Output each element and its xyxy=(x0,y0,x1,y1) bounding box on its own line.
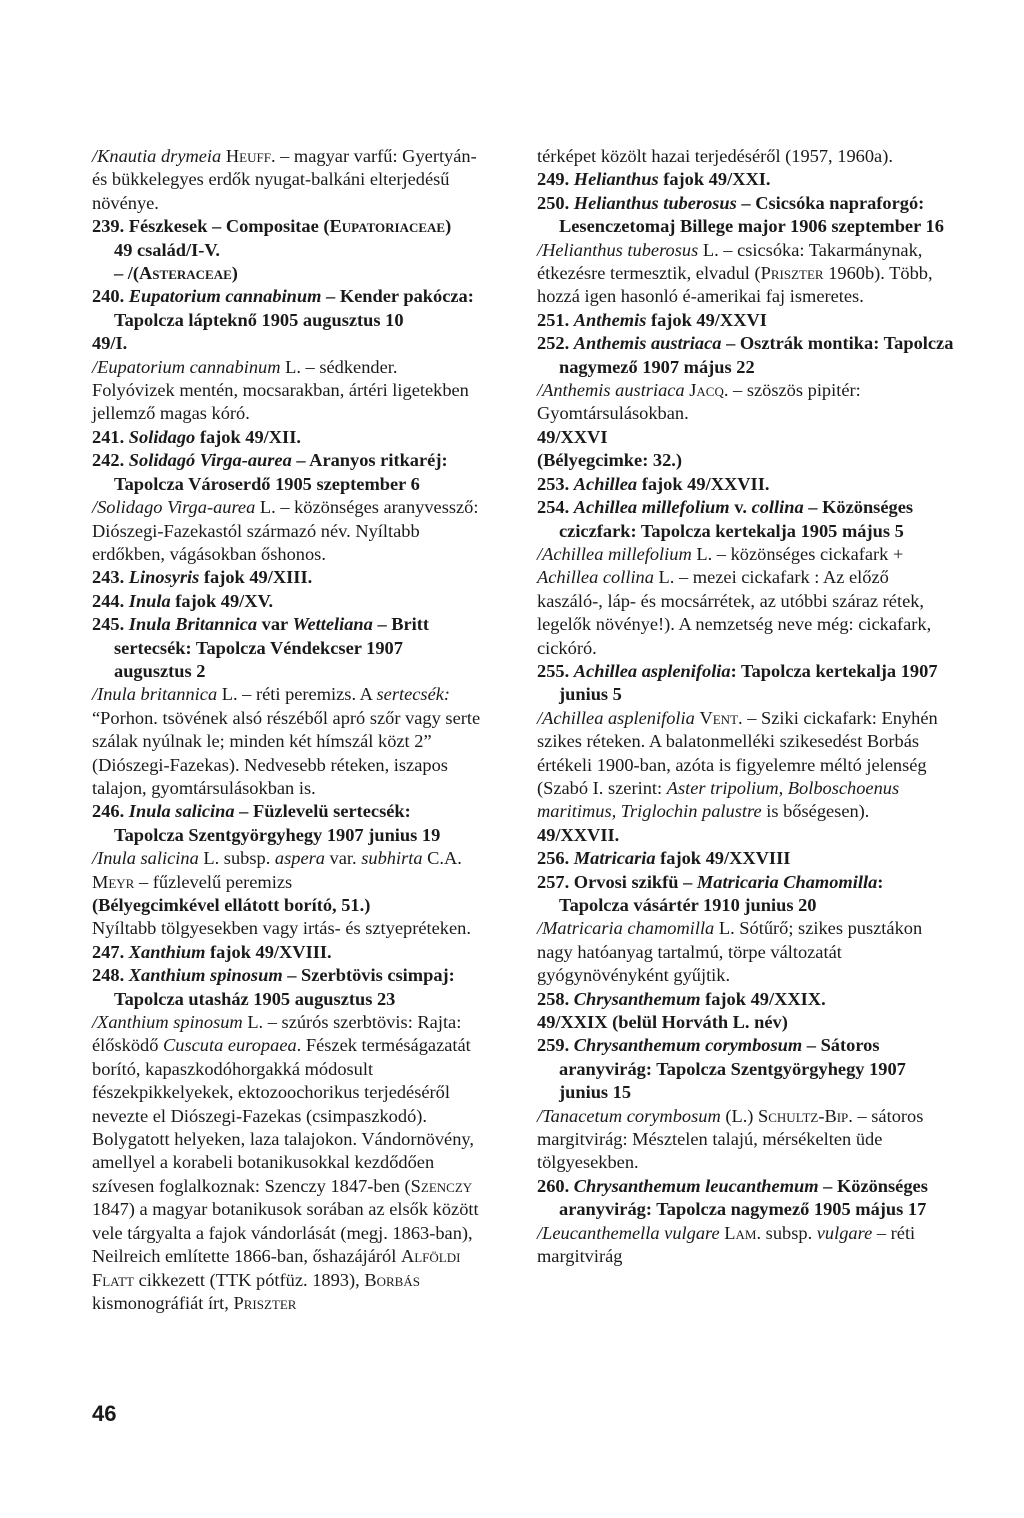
entry-text: /Achillea millefolium L. – közönséges cickafark + Achillea collina L. – mezei cickafark : Az előző kaszáló-, láp- és mocsárrétek, az utóbbi száraz rétek, legelők növénye!). A nemzetség neve még: cickafark, cickóró. xyxy=(537,543,932,658)
entry-heading: 241. Solidago fajok 49/XII. xyxy=(92,426,301,447)
entry-text: /Knautia drymeia Heuff. – magyar varfű: Gyertyán- és bükkelegyes erdők nyugat-balkáni elterjedésű növénye. xyxy=(92,146,477,213)
entry-text: /Tanacetum corymbosum (L.) Schultz-Bip. – sátoros margitvirág: Mésztelen talajú, mérsékelten üde tölgyesekben. xyxy=(537,1105,924,1173)
entry-text: /Anthemis austriaca Jacq. – szöszös pipitér: Gyomtársulásokban. xyxy=(537,380,861,424)
entry-heading: 239. Fészkesek – Compositae (Eupatoriaceae) xyxy=(92,216,452,237)
entry-heading: (Bélyegcimke: 32.) xyxy=(537,450,683,471)
page-number: 46 xyxy=(92,1401,117,1426)
entry-heading: 49/XXVII. xyxy=(537,824,620,845)
entry-text: /Achillea asplenifolia Vent. – Sziki cickafark: Enyhén szikes réteken. A balatonmelléki szikesedést Borbás értékeli 1900-ban, azóta is figyelemre méltó jelenség (Szabó I. szerint: Aster tripolium, Bolboschoenus maritimus, Triglochin palustre is bőségesen). xyxy=(537,707,938,822)
entry-heading: 260. Chrysanthemum leucanthemum – Közönséges aranyvirág: Tapolcza nagymező 1905 május 17 xyxy=(537,1175,928,1220)
entry-heading: 240. Eupatorium cannabinum – Kender pakócza: Tapolcza lápteknő 1905 augusztus 10 xyxy=(92,286,474,330)
entry-heading: 49/XXIX (belül Horváth L. név) xyxy=(537,1012,788,1033)
entry-text: /Matricaria chamomilla L. Sótűrő; szikes pusztákon nagy hatóanyag tartalmú, törpe változatát gyógynövényként gyűjtik. xyxy=(537,918,923,986)
entry-heading: 244. Inula fajok 49/XV. xyxy=(92,590,274,611)
entry-heading: 258. Chrysanthemum fajok 49/XXIX. xyxy=(537,988,826,1009)
entry-heading: 248. Xanthium spinosum – Szerbtövis csimpaj: Tapolcza utasház 1905 augusztus 23 xyxy=(92,965,455,1009)
entry-heading: 247. Xanthium fajok 49/XVIII. xyxy=(92,941,332,962)
entry-heading: 254. Achillea millefolium v. collina – Közönséges cziczfark: Tapolcza kertekalja 1905 május 5 xyxy=(537,497,914,541)
entry-heading: 256. Matricaria fajok 49/XXVIII xyxy=(537,848,791,869)
entry-heading: 253. Achillea fajok 49/XXVII. xyxy=(537,473,770,494)
entry-heading: 250. Helianthus tuberosus – Csicsóka napraforgó: Lesenczetomaj Billege major 1906 szeptember 16 xyxy=(537,192,944,237)
entry-heading: 251. Anthemis fajok 49/XXVI xyxy=(537,309,767,330)
entry-text: Nyíltabb tölgyesekben vagy irtás- és sztyepréteken. xyxy=(92,918,471,939)
entry-heading: 49/XXVI xyxy=(537,426,608,447)
entry-text: /Leucanthemella vulgare Lam. subsp. vulgare – réti margitvirág xyxy=(537,1222,916,1267)
entry-heading: 257. Orvosi szikfü – Matricaria Chamomilla: Tapolcza vásártér 1910 junius 20 xyxy=(537,871,884,915)
entry-heading: (Bélyegcimkével ellátott borító, 51.) xyxy=(92,895,371,915)
entry-text: /Eupatorium cannabinum L. – sédkender. Folyóvizek mentén, mocsarakban, ártéri ligetekben jellemző magas kóró. xyxy=(92,356,469,424)
entry-text: /Inula britannica L. – réti peremizs. A sertecsék: “Porhon. tsövének alsó részéből apró szőr vagy serte szálak nyúlnak le; minden két hímszál közt 2” (Diószegi-Fazekas). Nedvesebb réteken, iszapos talajon, gyomtársulásokban is. xyxy=(92,684,481,798)
entry-heading: 246. Inula salicina – Füzlevelü sertecsék: Tapolcza Szentgyörgyhegy 1907 junius 19 xyxy=(92,801,441,845)
entry-heading: 252. Anthemis austriaca – Osztrák montika: Tapolcza nagymező 1907 május 22 xyxy=(537,333,954,377)
entry-text: térképet közölt hazai terjedéséről (1957, 1960a). xyxy=(537,146,893,166)
right-column xyxy=(537,145,957,1269)
entry-heading: 259. Chrysanthemum corymbosum – Sátoros aranyvirág: Tapolcza Szentgyörgyhegy 1907 junius 15 xyxy=(537,1035,906,1103)
entry-text: /Helianthus tuberosus L. – csicsóka: Takarmánynak, étkezésre termesztik, elvadul (Priszter 1960b). Több, hozzá igen hasonló é-amerikai faj ismeretes. xyxy=(537,239,933,307)
entry-heading: 255. Achillea asplenifolia: Tapolcza kertekalja 1907 junius 5 xyxy=(537,660,938,705)
entry-heading: 249. Helianthus fajok 49/XXI. xyxy=(537,169,771,190)
entry-heading: 49/I. xyxy=(92,333,128,354)
entry-heading: 243. Linosyris fajok 49/XIII. xyxy=(92,567,313,588)
entry-text: /Inula salicina L. subsp. aspera var. subhirta C.A. Meyr – fűzlevelű peremizs xyxy=(92,848,462,892)
entry-heading: – /(Asteraceae) xyxy=(114,263,238,284)
entry-text: /Xanthium spinosum L. – szúrós szerbtövis: Rajta: élősködő Cuscuta europaea. Fészek terméságazatát borító, kapaszkodóhorgakká módosult fészekpikkelyekek, ektozoochorikus terjedéséről nevezte el Diószegi-Fazekas (csimpaszkodó). Bolygatott helyeken, laza talajokon. Vándornövény, amellyel a korabeli botanikusokkal kezdődően szívesen foglalkoznak: Szenczy 1847-ben (Szenczy 1847) a magyar botanikusok sorában az elsők között vele tárgyalta a fajok vándorlását (megj. 1863-ban), Neilreich említette 1866-ban, őshazájáról Alföldi Flatt cikkezett (TTK pótfüz. 1893), Borbás kismonográfiát írt, Priszter xyxy=(92,1012,479,1313)
entry-text: /Solidago Virga-aurea L. – közönséges aranyvessző: Diószegi-Fazekastól származó név. Nyíltabb erdőkben, vágásokban őshonos. xyxy=(92,497,479,564)
entry-heading: 242. Solidagó Virga-aurea – Aranyos ritkaréj: Tapolcza Városerdő 1905 szeptember 6 xyxy=(92,450,448,494)
left-column xyxy=(92,145,482,1315)
entry-heading: 245. Inula Britannica var Wetteliana – Britt sertecsék: Tapolcza Véndekcser 1907 augusztus 2 xyxy=(92,614,430,681)
entry-heading: 49 család/I-V. xyxy=(114,239,220,260)
